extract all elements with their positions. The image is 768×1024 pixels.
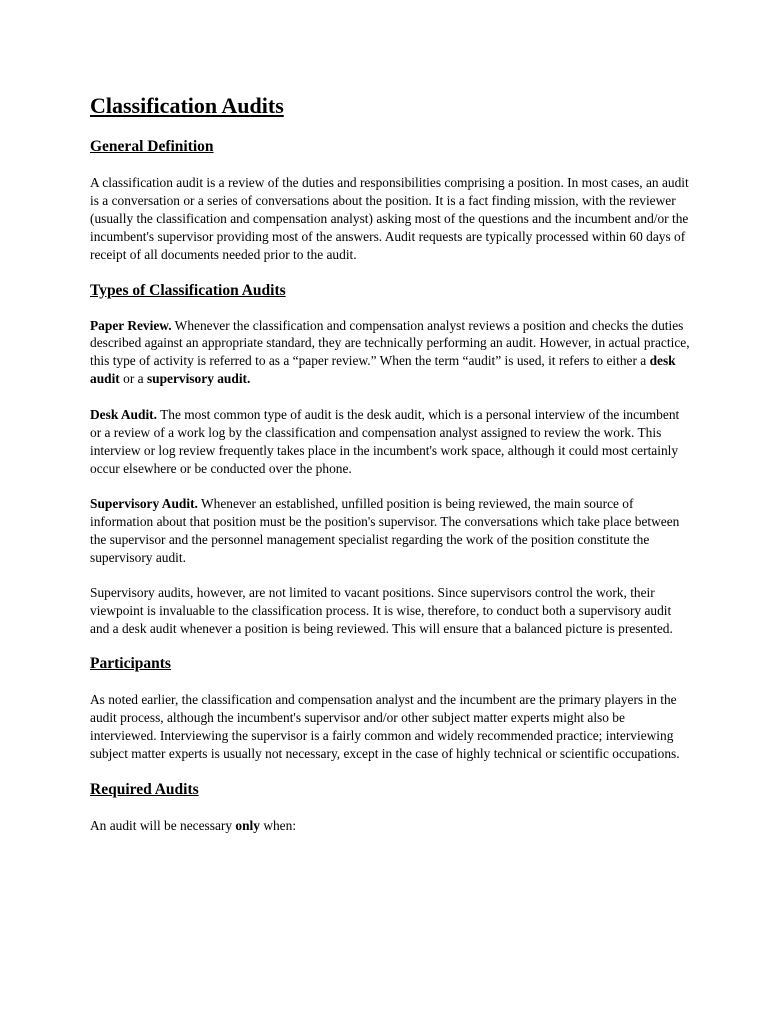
paragraph-supervisory-audit bbox=[90, 495, 690, 567]
heading-required-audits: Required Audits bbox=[90, 780, 199, 798]
paragraph-supervisory-note: Supervisory audits, however, are not limited to vacant positions. Since supervisors control the work, their viewpoint is invaluable to the classification process. It is wise, therefore, to conduct both a supervisory audit and a desk audit whenever a position is being reviewed. This will ensure that a balanced picture is presented. bbox=[90, 585, 673, 637]
term-desk-audit-inline: desk audit bbox=[90, 353, 676, 387]
term-desk-audit: Desk Audit. bbox=[90, 407, 157, 423]
paper-review-text-2: or a bbox=[119, 371, 147, 387]
heading-types-of-audits: Types of Classification Audits bbox=[90, 281, 286, 299]
heading-participants: Participants bbox=[90, 655, 171, 673]
document-page bbox=[90, 92, 690, 835]
desk-audit-text: The most common type of audit is the desk audit, which is a personal interview of the incumbent or a review of a work log by the classification and compensation analyst assigned to review the work. This interview or log review frequently takes place in the incumbent's work space, although it could most certainly occur elsewhere or be conducted over the phone. bbox=[90, 407, 680, 476]
term-supervisory-audit-inline: supervisory audit. bbox=[146, 371, 251, 387]
supervisory-audit-text: Whenever an established, unfilled position is being reviewed, the main source of information about that position must be the position's supervisor. The conversations which take place between the supervisor and the personnel management specialist regarding the work of the position constitute the supervisory audit. bbox=[90, 495, 680, 565]
paragraph-desk-audit bbox=[90, 406, 690, 478]
required-text-2: when: bbox=[259, 817, 297, 833]
paragraph-general-definition: A classification audit is a review of the duties and responsibilities comprising a position. In most cases, an audit is a conversation or a series of conversations about the position. It is a fact finding mission, with the reviewer (usually the classification and compensation analyst) asking most of the questions and the incumbent and/or the incumbent's supervisor providing most of the answers. Audit requests are typically processed within 60 days of receipt of all documents needed prior to the audit. bbox=[90, 175, 689, 262]
term-paper-review: Paper Review. bbox=[90, 317, 172, 333]
term-supervisory-audit: Supervisory Audit. bbox=[90, 495, 198, 511]
paper-review-text-1: Whenever the classification and compensation analyst reviews a position and checks the duties described against an appropriate standard, they are technically performing an audit. However, in actual practice, this type of activity is referred to as a “paper review.” When the term “audit” is used, it refers to either a bbox=[90, 317, 690, 369]
paragraph-paper-review bbox=[90, 317, 690, 389]
required-text-1: An audit will be necessary bbox=[90, 817, 236, 833]
paragraph-participants: As noted earlier, the classification and compensation analyst and the incumbent are the primary players in the audit process, although the incumbent's supervisor and/or other subject matter experts might also be interviewed. Interviewing the supervisor is a fairly common and widely recommended practice; interviewing subject matter experts is usually not necessary, except in the case of highly technical or scientific occupations. bbox=[90, 692, 680, 761]
heading-general-definition: General Definition bbox=[90, 138, 214, 155]
paragraph-required-audits bbox=[90, 817, 690, 835]
document-title: Classification Audits bbox=[90, 93, 284, 118]
term-only: only bbox=[235, 817, 260, 833]
